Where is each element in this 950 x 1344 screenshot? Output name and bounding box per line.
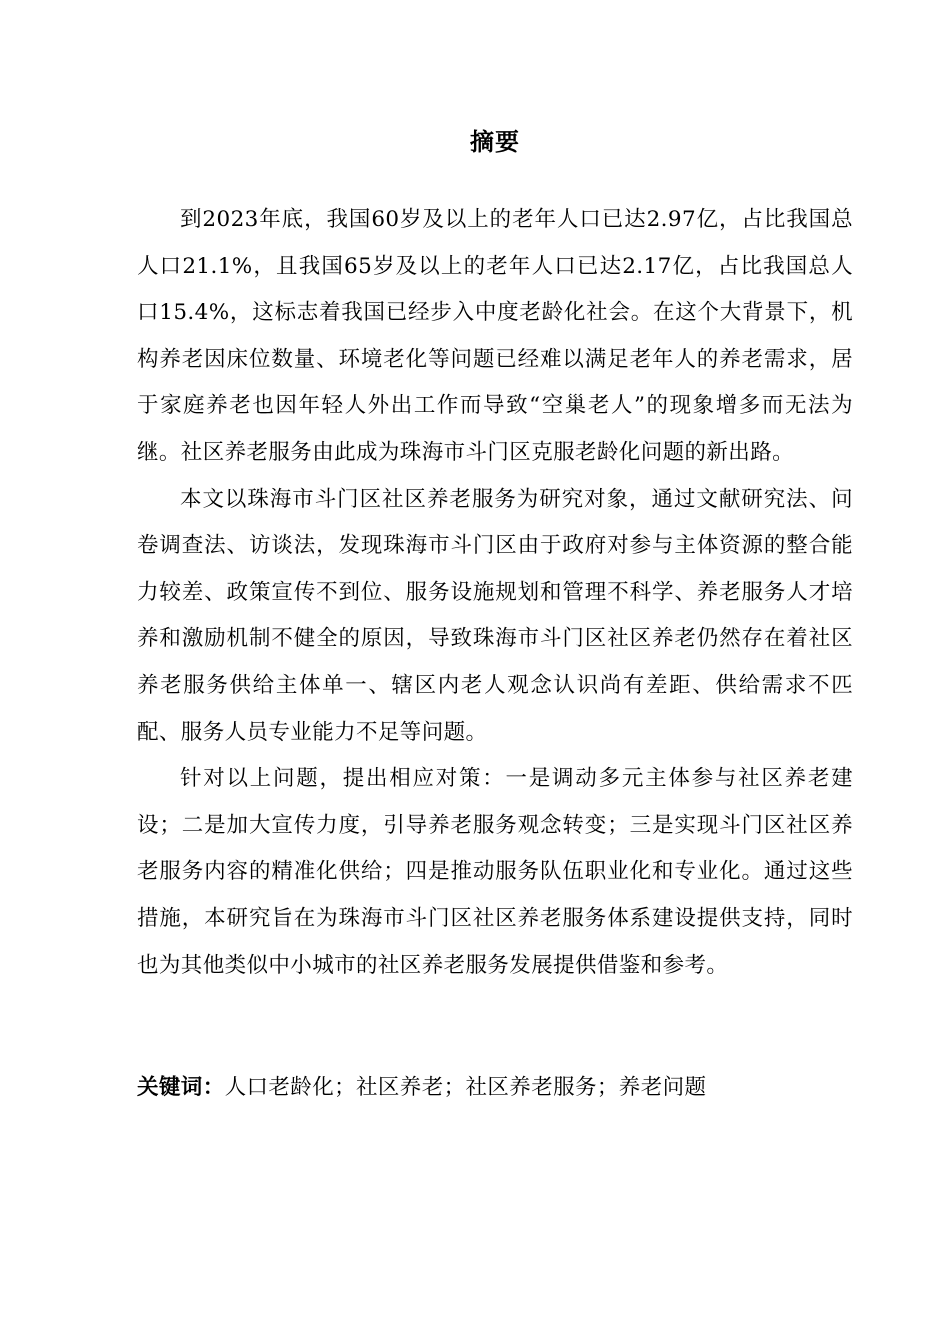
paragraph-2: 本文以珠海市斗门区社区养老服务为研究对象，通过文献研究法、问卷调查法、访谈法，发现珠海市斗门区由于政府对参与主体资源的整合能力较差、政策宣传不到位、服务设施规划和管理不科学、养老服务人才培养和激励机制不健全的原因，导致珠海市斗门区社区养老仍然存在着社区养老服务供给主体单一、辖区内老人观念认识尚有差距、供给需求不匹配、服务人员专业能力不足等问题。 <box>137 486 853 745</box>
paragraph-3: 针对以上问题，提出相应对策：一是调动多元主体参与社区养老建设；二是加大宣传力度，引导养老服务观念转变；三是实现斗门区社区养老服务内容的精准化供给；四是推动服务队伍职业化和专业化。通过这些措施，本研究旨在为珠海市斗门区社区养老服务体系建设提供支持，同时也为其他类似中小城市的社区养老服务发展提供借鉴和参考。 <box>137 766 853 978</box>
keywords-line <box>137 1068 853 1108</box>
keywords-label: 关键词： <box>137 1075 225 1100</box>
abstract-title: 摘要 <box>470 128 520 156</box>
keywords-text: 人口老龄化；社区养老；社区养老服务；养老问题 <box>224 1075 707 1100</box>
paragraph-1: 到2023年底，我国60岁及以上的老年人口已达2.97亿，占比我国总人口21.1%，且我国65岁及以上的老年人口已达2.17亿，占比我国总人口15.4%，这标志着我国已经步入中度老龄化社会。在这个大背景下，机构养老因床位数量、环境老化等问题已经难以满足老年人的养老需求，居于家庭养老也因年轻人外出工作而导致“空巢老人”的现象增多而无法为继。社区养老服务由此成为珠海市斗门区克服老龄化问题的新出路。 <box>137 207 853 465</box>
abstract-body <box>137 197 853 989</box>
